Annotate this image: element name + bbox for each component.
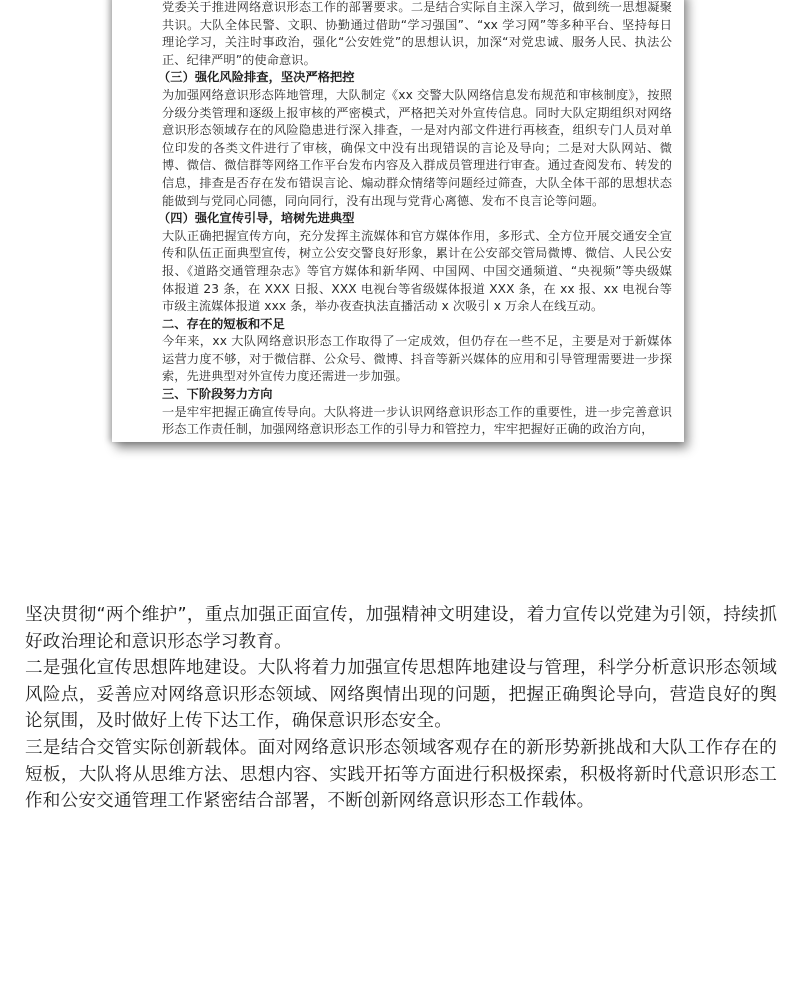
subheading-publicity-guidance: （四）强化宣传引导，培树先进典型 (158, 211, 355, 226)
paragraph: 三是结合交管实际创新载体。面对网络意识形态领域客观存在的新形势新挑战和大队工作存在的短板，大队将从思维方法、思想内容、实践开拓等方面进行积极探索，积极将新时代意识形态工作和公安交通管理工作紧密结合部署，不断创新网络意识形态工作载体。 (25, 737, 777, 812)
heading-next-steps: 三、下阶段努力方向 (162, 387, 273, 402)
paragraph: 坚决贯彻“两个维护”，重点加强正面宣传，加强精神文明建设，着力宣传以党建为引领，持续抓好政治理论和意识形态学习教育。 (25, 605, 777, 652)
embedded-document-page (112, 0, 684, 442)
paragraph: 党委关于推进网络意识形态工作的部署要求。二是结合实际自主深入学习，做到统一思想凝聚共识。大队全体民警、文职、协勤通过借助“学习强国”、“xx 学习网”等多种平台、坚持每日理论学习，关注时事政治，强化“公安姓党”的思想认识，加深“对党忠诚、服务人民、执法公正、纪律严明”的使命意识。 (162, 0, 672, 67)
subheading-risk-check: （三）强化风险排查，坚决严格把控 (158, 70, 355, 85)
paragraph: 大队正确把握宣传方向，充分发挥主流媒体和官方媒体作用，多形式、全方位开展交通安全宣传和队伍正面典型宣传，树立公安交警良好形象，累计在公安部交管局微博、微信、人民公安报、《道路交通管理杂志》等官方媒体和新华网、中国网、中国交通频道、“央视频”等央级媒体报道 23 条，在 XXX 日报、XXX 电视台等省级媒体报道 XXX 条，在 xx 报、xx 电视台等市级主流媒体报道 xxx 条，举办夜查执法直播活动 x 次吸引 x 万余人在线互动。 (162, 228, 672, 314)
paragraph: 为加强网络意识形态阵地管理，大队制定《xx 交警大队网络信息发布规范和审核制度》，按照分级分类管理和逐级上报审核的严密模式，严格把关对外宣传信息。同时大队定期组织对网络意识形态领域存在的风险隐患进行深入排查，一是对内部文件进行再核查，组织专门人员对单位印发的各类文件进行了审核，确保文中没有出现错误的言论及导向；二是对大队网站、微博、微信、微信群等网络工作平台发布内容及入群成员管理进行审查。通过查阅发布、转发的信息，排查是否存在发布错误言论、煽动群众情绪等问题经过筛查，大队全体干部的思想状态能做到与党同心同德，同向同行，没有出现与党背心离德、发布不良言论等问题。 (162, 87, 672, 208)
paragraph: 今年来，xx 大队网络意识形态工作取得了一定成效，但仍存在一些不足，主要是对于新媒体运营力度不够，对于微信群、公众号、微博、抖音等新兴媒体的应用和引导管理需要进一步探索，先进典型对外宣传力度还需进一步加强。 (162, 334, 672, 384)
continuation-text (25, 602, 777, 815)
embedded-page-text (158, 0, 672, 439)
paragraph: 二是强化宣传思想阵地建设。大队将着力加强宣传思想阵地建设与管理，科学分析意识形态领域风险点，妥善应对网络意识形态领域、网络舆情出现的问题，把握正确舆论导向，营造良好的舆论氛围，及时做好上传下达工作，确保意识形态安全。 (25, 658, 777, 732)
paragraph: 一是牢牢把握正确宣传导向。大队将进一步认识网络意识形态工作的重要性，进一步完善意识形态工作责任制，加强网络意识形态工作的引导力和管控力，牢牢把握好正确的政治方向， (162, 404, 672, 437)
heading-shortcomings: 二、存在的短板和不足 (162, 316, 285, 331)
